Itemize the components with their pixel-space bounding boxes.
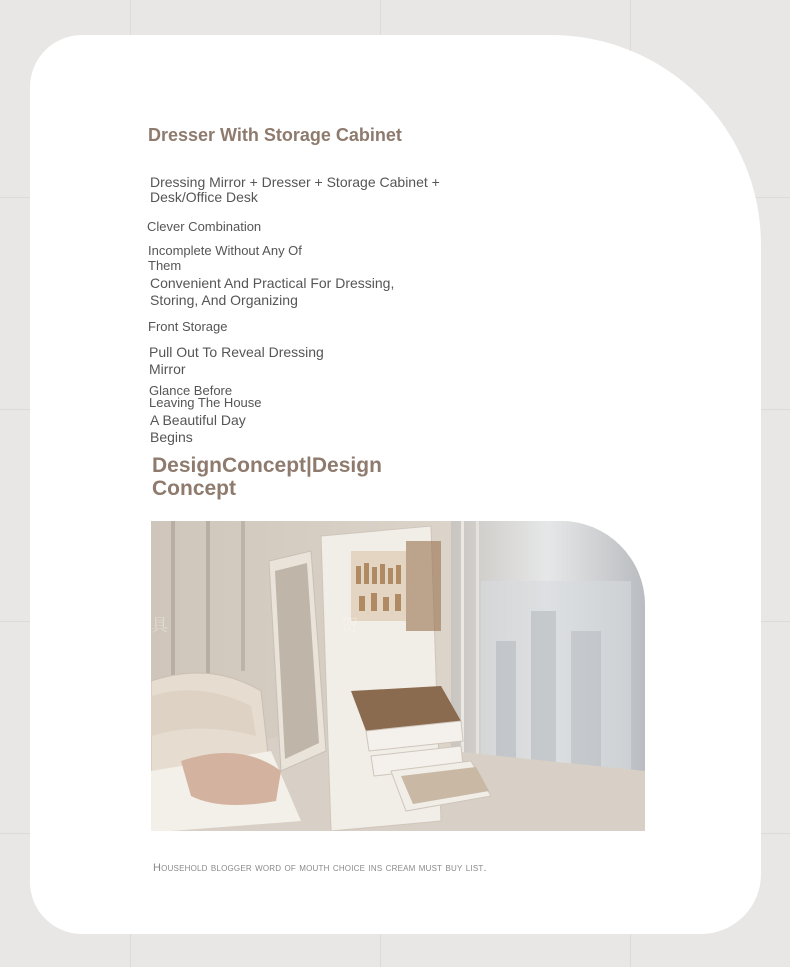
feature-pull-out: Pull Out To Reveal Dressing Mirror	[149, 344, 324, 377]
watermark: 具	[151, 616, 168, 635]
feature-glance-before: Glance Before	[149, 383, 233, 398]
feature-combination-line: Dressing Mirror + Dresser + Storage Cabinet + Desk/Office Desk	[150, 174, 440, 205]
feature-convenient: Convenient And Practical For Dressing, Storing, And Organizing	[150, 275, 395, 308]
feature-leaving-house: Leaving The House	[149, 395, 262, 410]
watermark: 贺	[341, 616, 358, 635]
page-title: Dresser With Storage Cabinet	[148, 125, 402, 145]
feature-beautiful-day: A Beautiful Day Begins	[150, 412, 246, 445]
product-photo	[151, 521, 645, 831]
feature-incomplete: Incomplete Without Any Of Them	[148, 243, 302, 273]
caption: Household blogger word of mouth choice ins cream must buy list.	[153, 862, 487, 874]
feature-clever-combination: Clever Combination	[147, 219, 262, 234]
design-concept-heading: DesignConcept|Design Concept	[152, 454, 382, 500]
feature-front-storage: Front Storage	[148, 319, 228, 334]
